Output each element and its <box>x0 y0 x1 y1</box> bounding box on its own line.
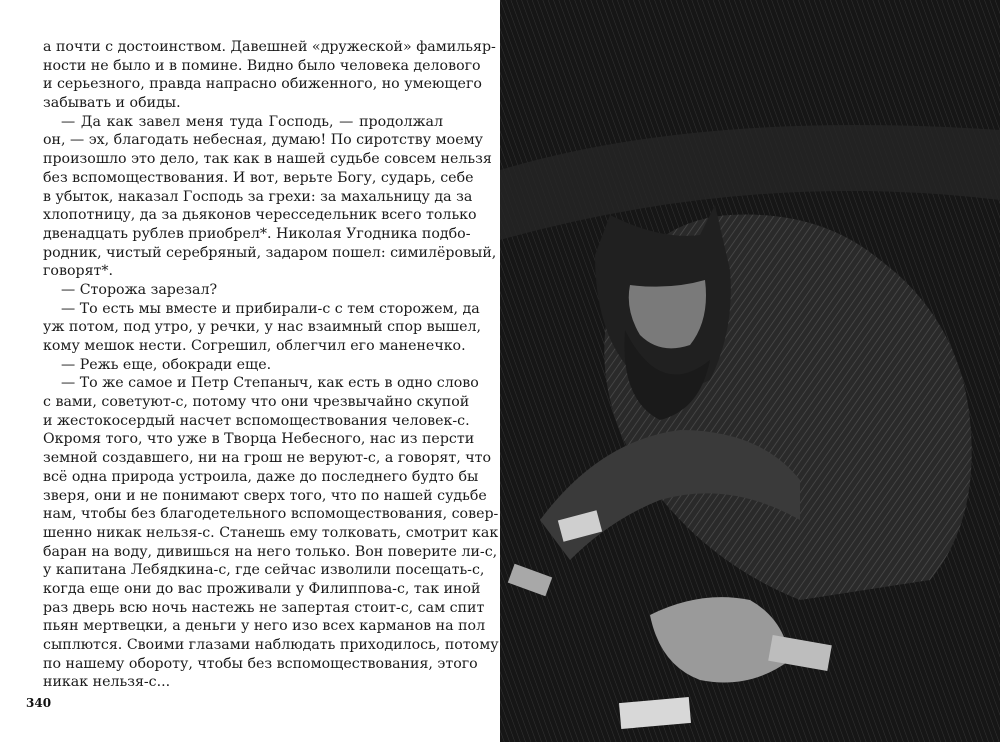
text-line: хлопотницу, да за дьяконов чересседельник всего только <box>43 207 477 224</box>
text-line: никак нельзя-с... <box>43 674 171 691</box>
text-line: ности не было и в помине. Видно было человека делового <box>43 57 481 74</box>
text-line: говорят*. <box>43 263 113 280</box>
text-line: родник, чистый серебряный, задаром пошел: симилёровый, <box>43 244 497 261</box>
text-line: — Сторожа зарезал? <box>61 281 218 298</box>
page-number: 340 <box>26 696 52 710</box>
illustration <box>500 0 1000 742</box>
text-line: — Да как завел меня туда Господь, — продолжал <box>61 113 443 130</box>
illustration-drawing <box>500 0 1000 742</box>
text-line: уж потом, под утро, у речки, у нас взаимный спор вышел, <box>43 319 482 336</box>
text-line: с вами, советуют-с, потому что они чрезвычайно скупой <box>43 394 470 411</box>
text-line: когда еще они до вас проживали у Филиппова-с, так иной <box>43 580 481 597</box>
text-line: раз дверь всю ночь настежь не запертая стоит-с, сам спит <box>43 599 485 616</box>
body-text <box>43 38 499 692</box>
text-line: шенно никак нельзя-с. Станешь ему толковать, смотрит как <box>43 524 499 541</box>
text-line: нам, чтобы без благодетельного вспомоществования, совер- <box>43 506 499 523</box>
text-page <box>0 0 500 742</box>
text-line: — Режь еще, обокради еще. <box>61 356 272 373</box>
text-line: земной создавшего, ни на грош не веруют-с, а говорят, что <box>43 450 492 467</box>
text-line: пьян мертвецки, а деньги у него изо всех карманов на пол <box>43 618 486 635</box>
text-line: кому мешок нести. Согрешил, облегчил его маненечко. <box>43 338 466 354</box>
text-line: по нашему обороту, чтобы без вспомоществования, этого <box>43 655 478 672</box>
text-line: произошло это дело, так как в нашей судьбе совсем нельзя <box>43 151 492 168</box>
text-line: он, — эх, благодать небесная, думаю! По сиротству моему <box>43 132 483 149</box>
text-line: а почти с достоинством. Давешней «дружеской» фамильяр- <box>43 39 496 55</box>
text-line: сыплются. Своими глазами наблюдать приходилось, потому <box>43 637 499 653</box>
text-line: без вспомоществования. И вот, верьте Богу, сударь, себе <box>43 169 474 186</box>
text-line: — То же самое и Петр Степаныч, как есть в одно слово <box>61 375 479 392</box>
text-line: и жестокосердый насчет вспомоществования человек-с. <box>43 412 470 429</box>
text-line: в убыток, наказал Господь за грехи: за махальницу да за <box>43 188 473 205</box>
text-line: у капитана Лебядкина-с, где сейчас изволили посещать-с, <box>43 562 485 579</box>
text-line: баран на воду, дивишься на него только. Вон поверите ли-с, <box>43 543 498 560</box>
text-line: двенадцать рублев приобрел*. Николая Угодника подбо- <box>43 225 471 242</box>
text-line: зверя, они и не понимают сверх того, что по нашей судьбе <box>43 487 487 504</box>
text-line: забывать и обиды. <box>43 95 181 112</box>
text-line: и серьезного, правда напрасно обиженного, но умеющего <box>43 76 482 93</box>
text-line: — То есть мы вместе и прибирали-с с тем сторожем, да <box>61 300 480 317</box>
text-line: всё одна природа устроила, даже до последнего будто бы <box>43 468 479 485</box>
text-line: Окромя того, что уже в Творца Небесного, нас из персти <box>43 431 475 448</box>
